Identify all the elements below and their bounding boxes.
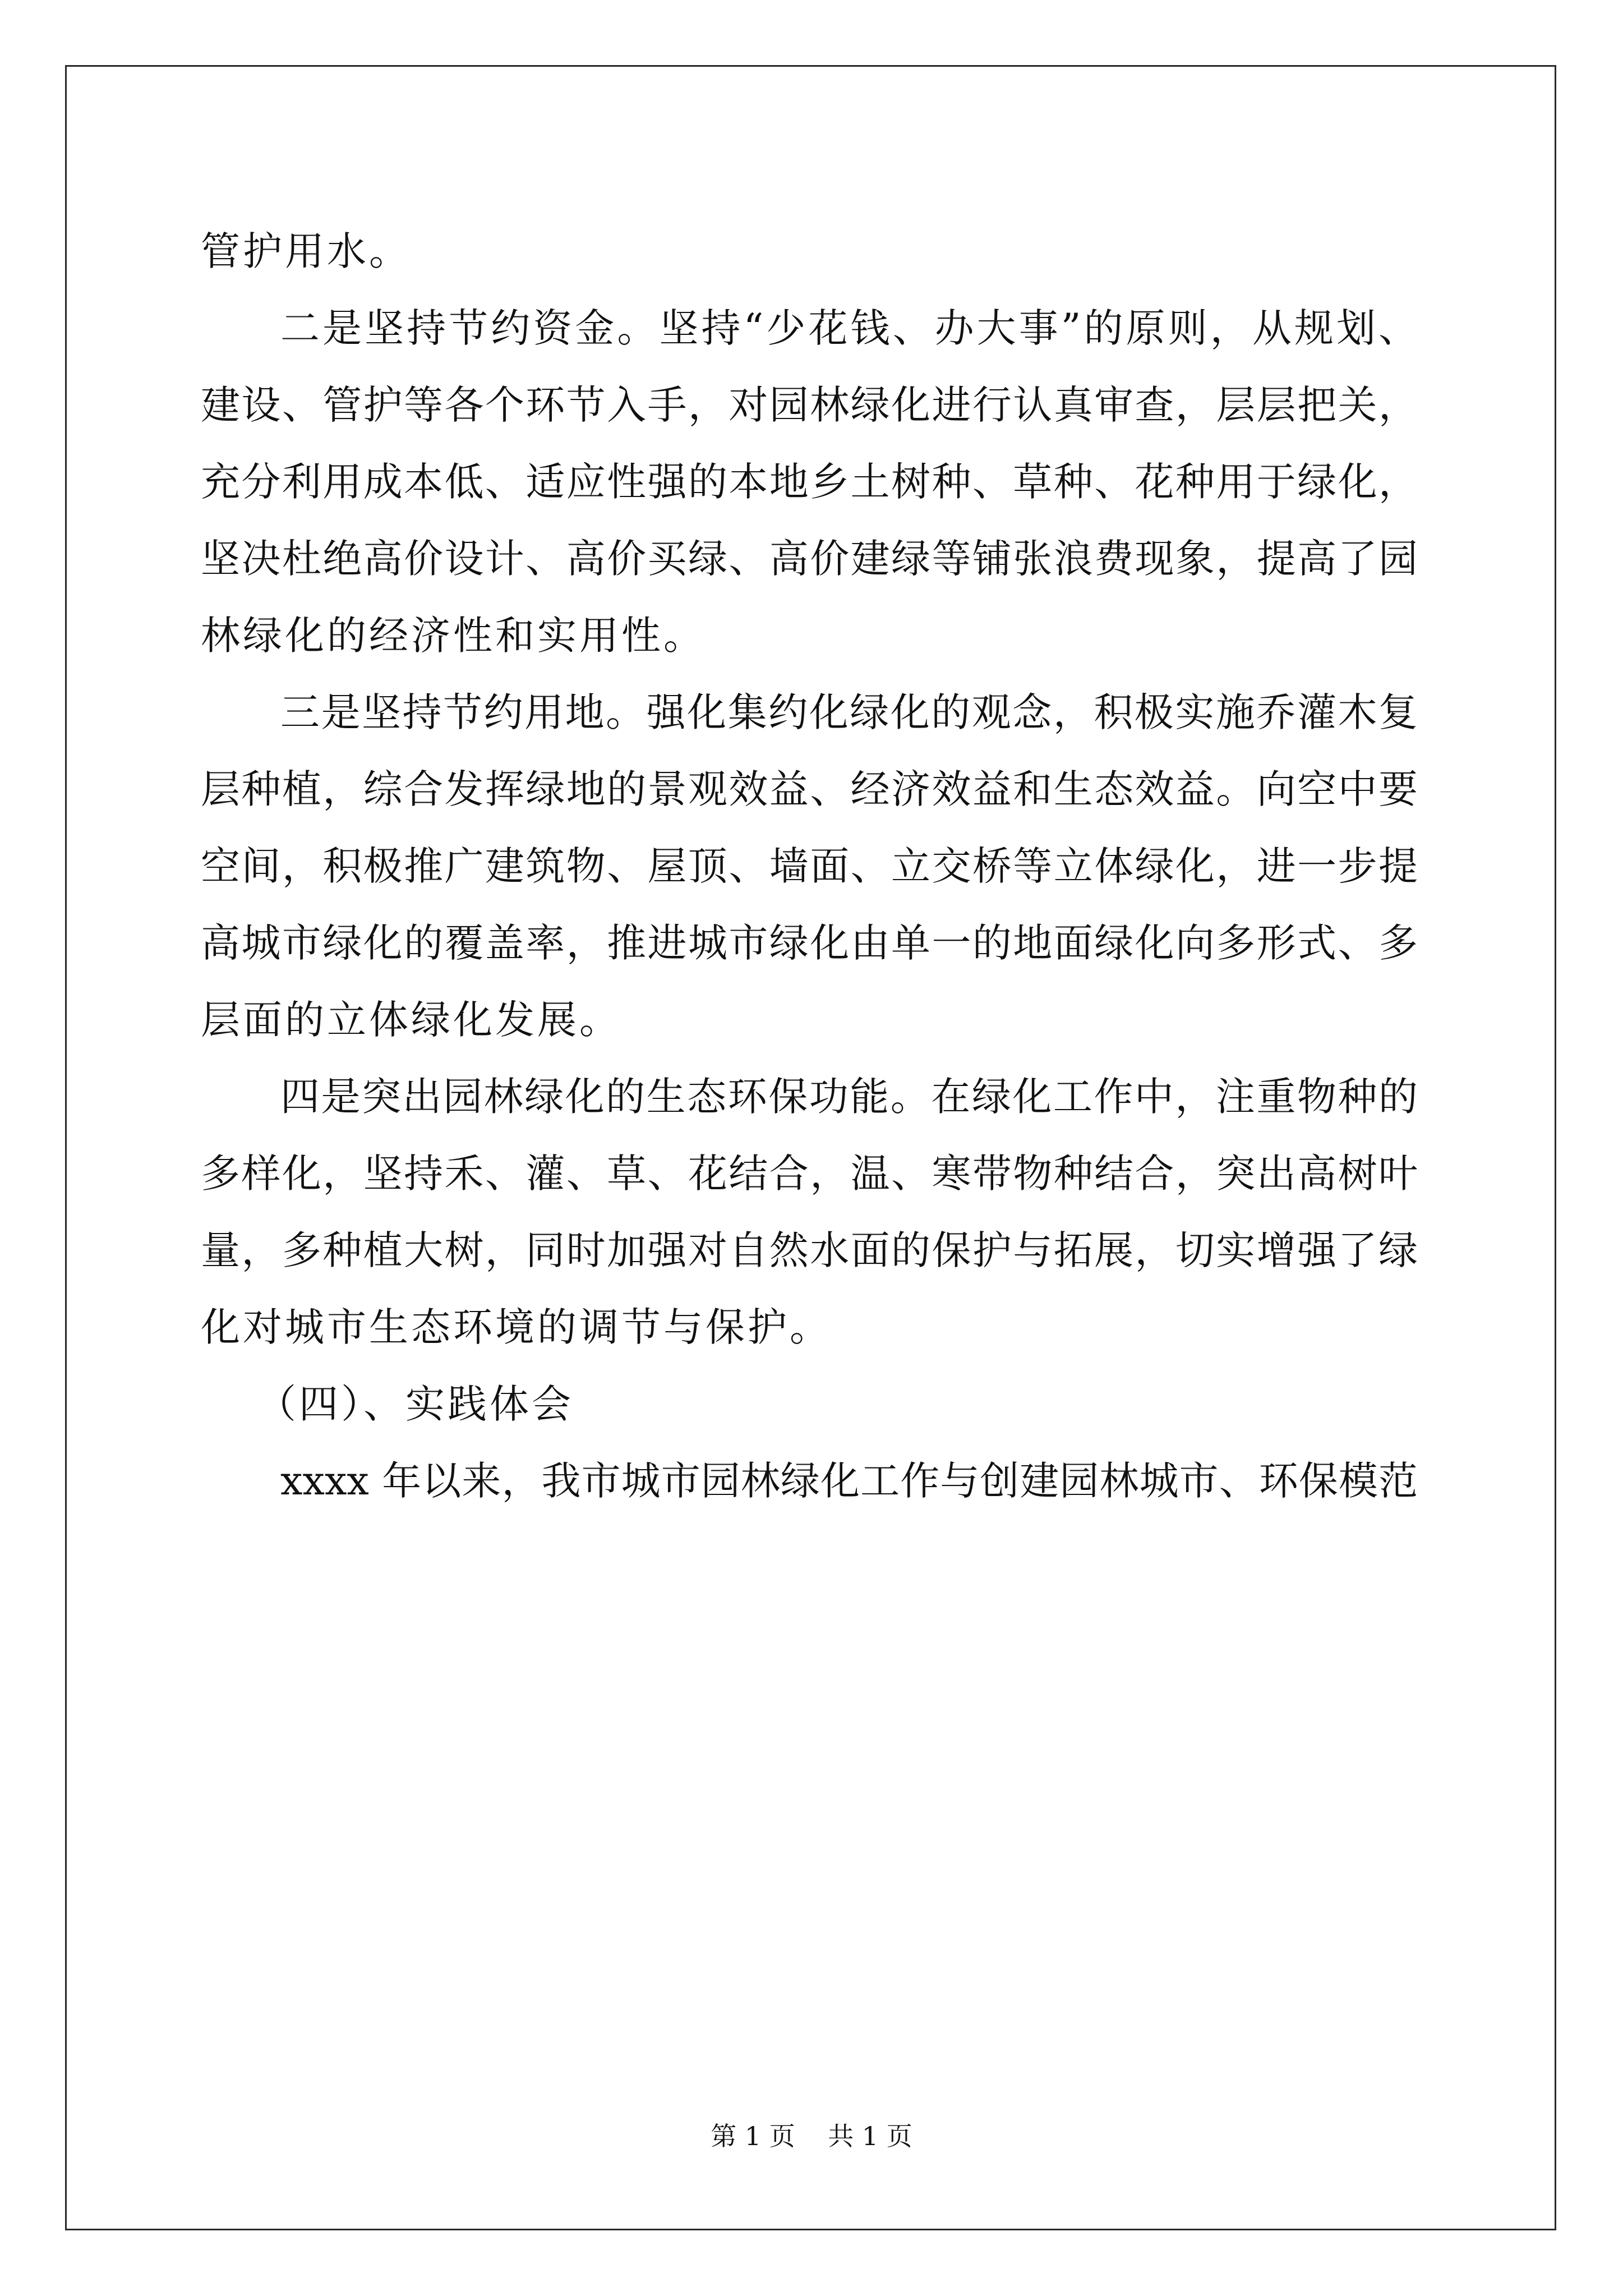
text-line: 林绿化的经济性和实用性。 xyxy=(201,613,706,659)
text-line: 层种植，综合发挥绿地的景观效益、经济效益和生态效益。向空中要 xyxy=(201,766,1418,812)
text-line: 四是突出园林绿化的生态环保功能。在绿化工作中，注重物种的 xyxy=(280,1074,1418,1120)
text-line: 二是坚持节约资金。坚持“少花钱、办大事”的原则，从规划、 xyxy=(280,305,1418,351)
text-line: xxxx 年以来，我市城市园林绿化工作与创建园林城市、环保模范 xyxy=(280,1458,1418,1504)
text-line: 管护用水。 xyxy=(201,228,411,274)
text-line: 建设、管护等各个环节入手，对园林绿化进行认真审查，层层把关， xyxy=(201,382,1418,428)
text-line: 充分利用成本低、适应性强的本地乡土树种、草种、花种用于绿化， xyxy=(201,459,1418,505)
text-line: 量，多种植大树，同时加强对自然水面的保护与拓展，切实增强了绿 xyxy=(201,1227,1418,1273)
text-line: 高城市绿化的覆盖率，推进城市绿化由单一的地面绿化向多形式、多 xyxy=(201,920,1418,966)
text-line: 空间，积极推广建筑物、屋顶、墙面、立交桥等立体绿化，进一步提 xyxy=(201,843,1418,889)
text-line: 三是坚持节约用地。强化集约化绿化的观念，积极实施乔灌木复 xyxy=(280,689,1418,735)
text-line: 层面的立体绿化发展。 xyxy=(201,997,621,1043)
text-line: 多样化，坚持禾、灌、草、花结合，温、寒带物种结合，突出高树叶 xyxy=(201,1151,1418,1197)
page-total: 共 1 页 xyxy=(828,2121,912,2151)
section-heading: （四）、实践体会 xyxy=(257,1381,574,1427)
text-line: 化对城市生态环境的调节与保护。 xyxy=(201,1304,832,1350)
page-number: 第 1 页 xyxy=(711,2121,795,2151)
page-footer xyxy=(0,2119,1623,2153)
text-line: 坚决杜绝高价设计、高价买绿、高价建绿等铺张浪费现象，提高了园 xyxy=(201,536,1418,582)
